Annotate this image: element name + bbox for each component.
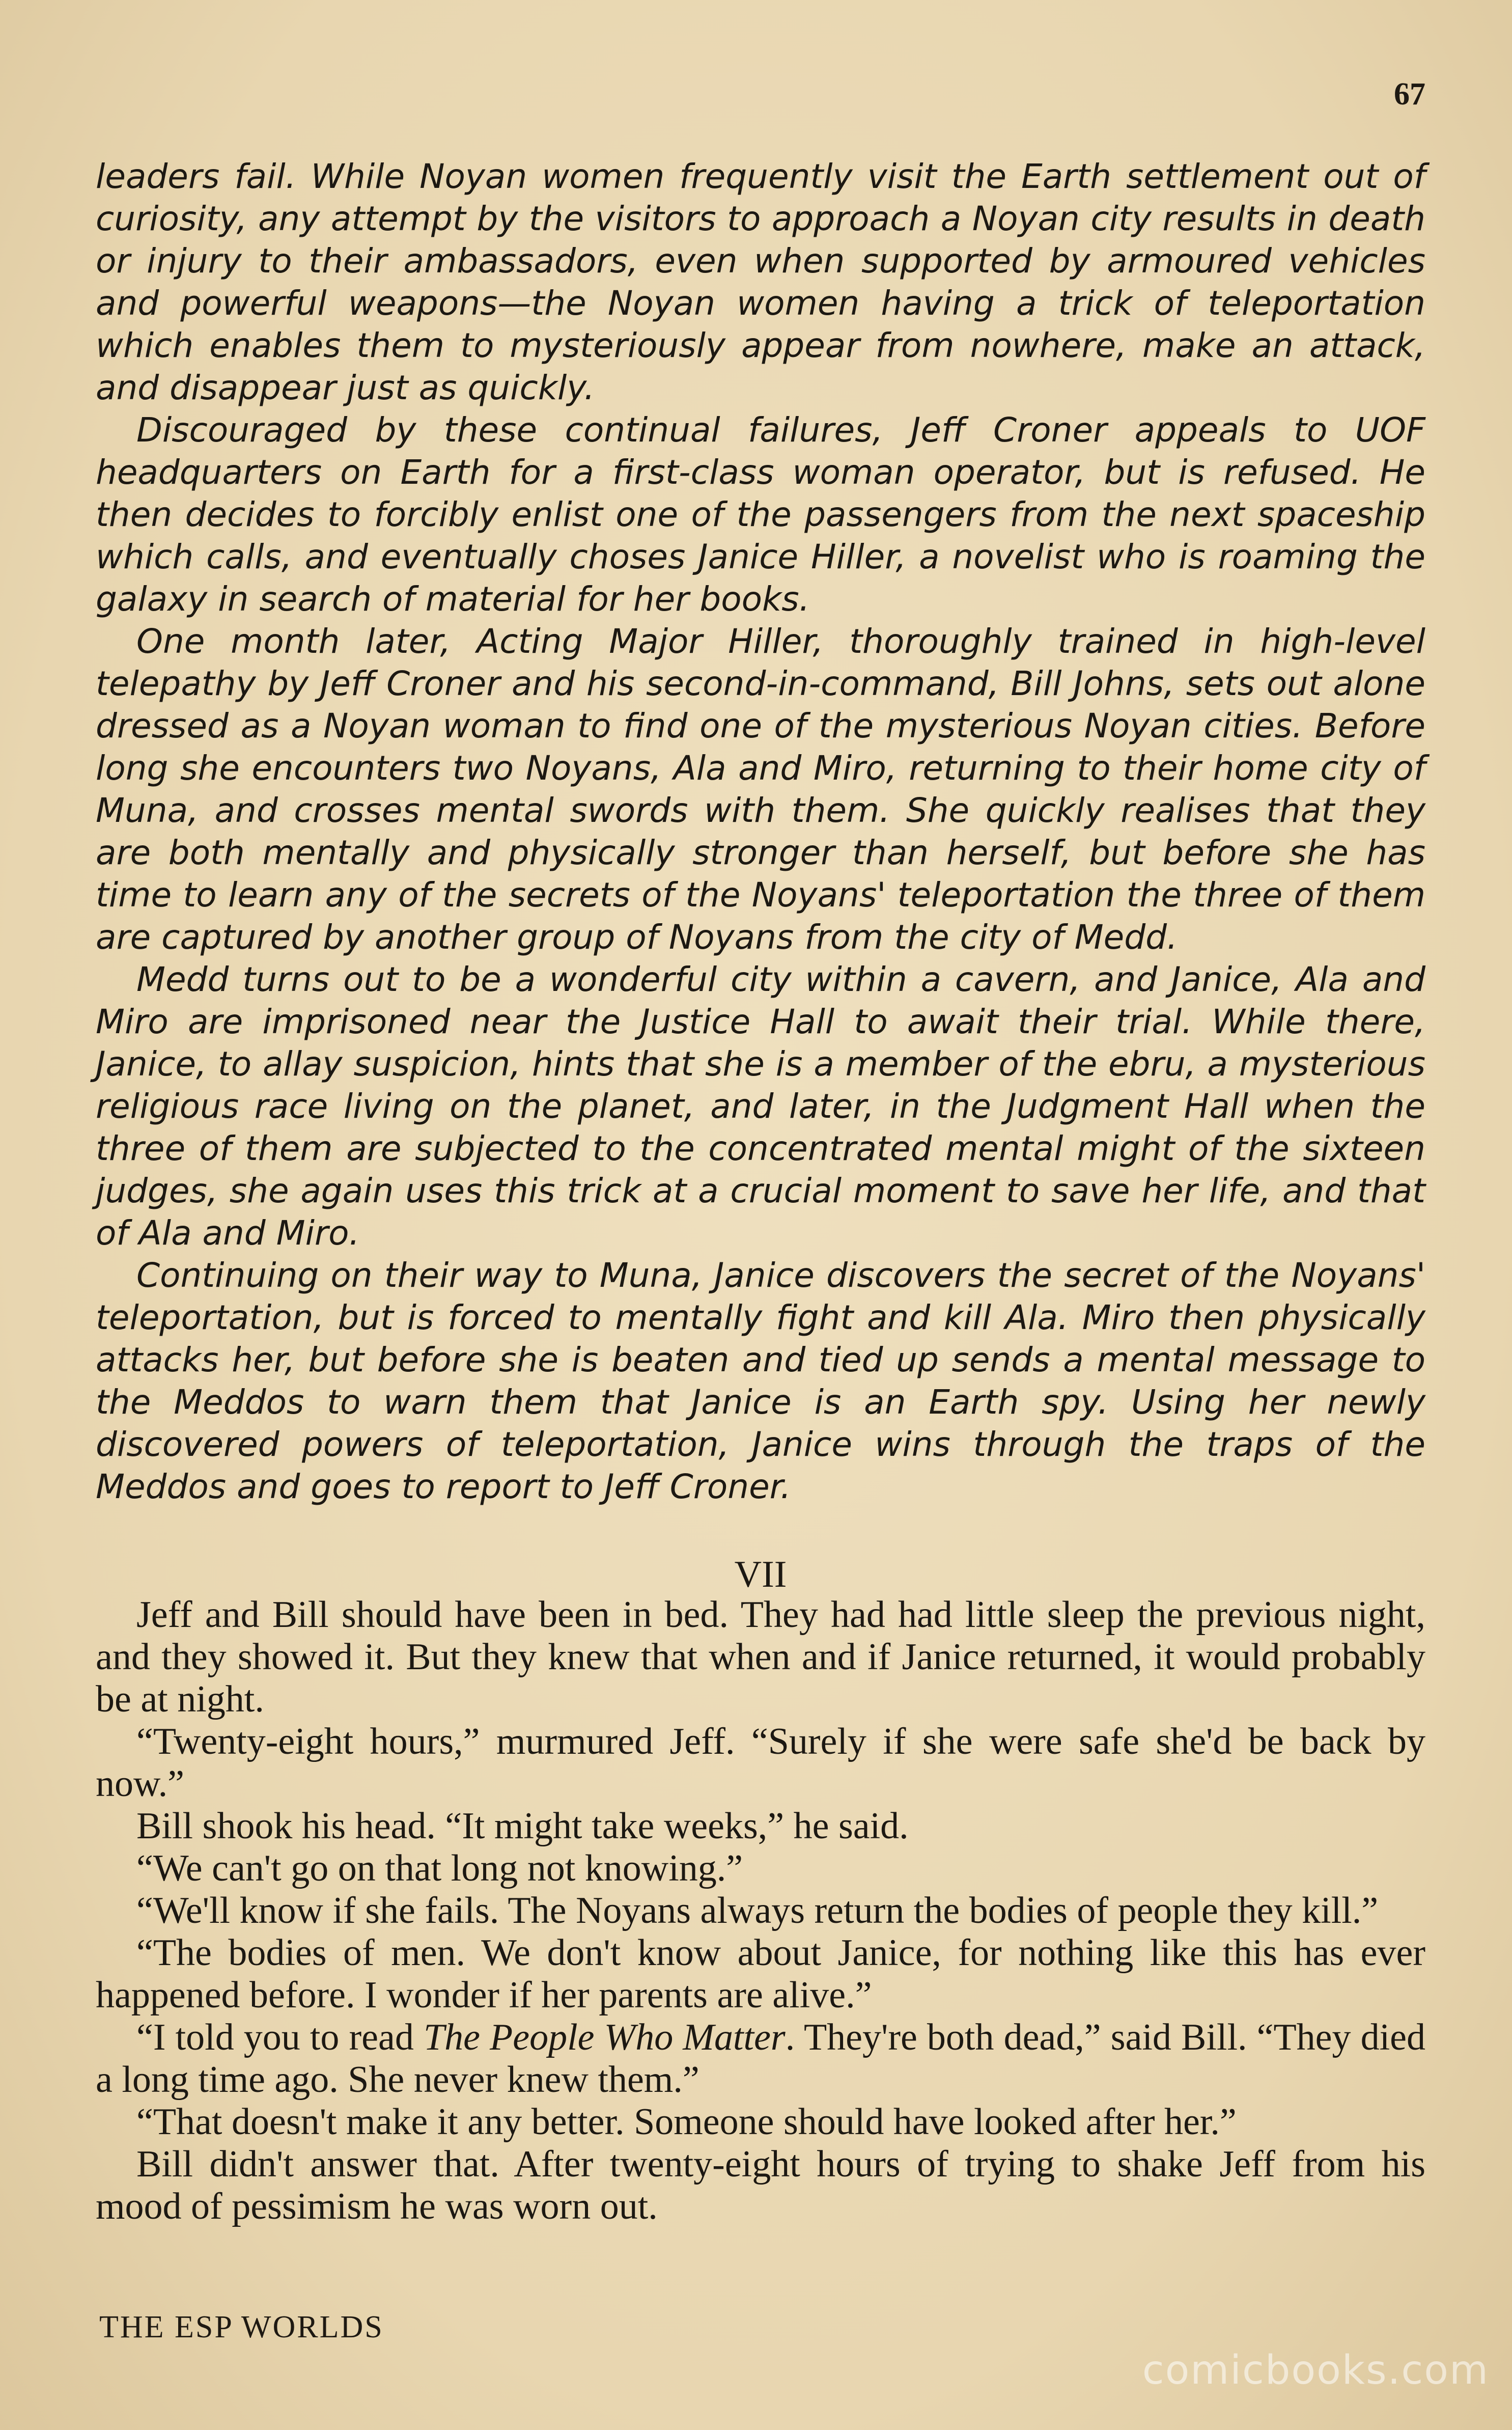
story-paragraph — [96, 2017, 1425, 2101]
synopsis-paragraph: Medd turns out to be a wonderful city within a cavern, and Janice, Ala and Miro are imprisoned near the Justice Hall to await their trial. While there, Janice, to allay suspicion, hints that she is a member of the ebru, a mysterious religious race living on the planet, and later, in the Judgment Hall when the three of them are subjected to the concentrated mental might of the sixteen judges, she again uses this trick at a crucial moment to save her life, and that of Ala and Miro. — [96, 960, 1425, 1253]
story-paragraph: “The bodies of men. We don't know about Janice, for nothing like this has ever happened before. I wonder if her parents are alive.” — [96, 1932, 1425, 2016]
story-paragraph: Bill didn't answer that. After twenty-eight hours of trying to shake Jeff from his mood of pessimism he was worn out. — [96, 2143, 1425, 2227]
running-footer: THE ESP WORLDS — [99, 2310, 384, 2344]
story-text-fragment: . They're both dead,” said Bill. “They died a long time ago. She never knew them.” — [96, 2017, 1425, 2101]
story-paragraph: “That doesn't make it any better. Someone should have looked after her.” — [136, 2101, 1237, 2143]
watermark: comicbooks.com — [1142, 2348, 1489, 2393]
story-paragraph: Bill shook his head. “It might take weeks,” he said. — [136, 1805, 909, 1847]
synopsis-paragraph: Discouraged by these continual failures, Jeff Croner appeals to UOF headquarters on Earth for a first-class woman operator, but is refused. He then decides to forcibly enlist one of the passengers from the next spaceship which calls, and eventually choses Janice Hiller, a novelist who is roaming the galaxy in search of material for her books. — [96, 410, 1425, 619]
synopsis-paragraph: Continuing on their way to Muna, Janice discovers the secret of the Noyans' teleportation, but is forced to mentally fight and kill Ala. Miro then physically attacks her, but before she is beaten and tied up sends a mental message to the Meddos to warn them that Janice is an Earth spy. Using her newly discovered powers of teleportation, Janice wins through the traps of the Meddos and goes to report to Jeff Croner. — [96, 1256, 1425, 1506]
story-paragraph: Jeff and Bill should have been in bed. They had had little sleep the previous night, and they showed it. But they knew that when and if Janice returned, it would probably be at night. — [96, 1594, 1425, 1720]
story-paragraph: “We can't go on that long not knowing.” — [136, 1847, 743, 1889]
story-text-fragment: “I told you to read — [136, 2017, 424, 2058]
synopsis-section — [96, 155, 1425, 1508]
story-paragraph: “We'll know if she fails. The Noyans always return the bodies of people they kill.” — [136, 1890, 1379, 1931]
chapter-heading: VII — [734, 1554, 787, 1595]
synopsis-paragraph: One month later, Acting Major Hiller, thoroughly trained in high-level telepathy by Jeff Croner and his second-in-command, Bill Johns, sets out alone dressed as a Noyan woman to find one of the mysterious Noyan cities. Before long she encounters two Noyans, Ala and Miro, returning to their home city of Muna, and crosses mental swords with them. She quickly realises that they are both mentally and physically stronger than herself, but before she has time to learn any of the secrets of the Noyans' teleportation the three of them are captured by another group of Noyans from the city of Medd. — [96, 622, 1425, 957]
story-text — [96, 1594, 1425, 2228]
synopsis-paragraph: leaders fail. While Noyan women frequently visit the Earth settlement out of curiosity, any attempt by the visitors to approach a Noyan city results in death or injury to their ambassadors, even when supported by armoured vehicles and powerful weapons—the Noyan women having a trick of teleportation which enables them to mysteriously appear from nowhere, make an attack, and disappear just as quickly. — [96, 157, 1425, 407]
story-paragraph: “Twenty-eight hours,” murmured Jeff. “Surely if she were safe she'd be back by now.” — [96, 1721, 1425, 1805]
book-title: The People Who Matter — [423, 2017, 786, 2058]
page-number: 67 — [1394, 77, 1425, 112]
